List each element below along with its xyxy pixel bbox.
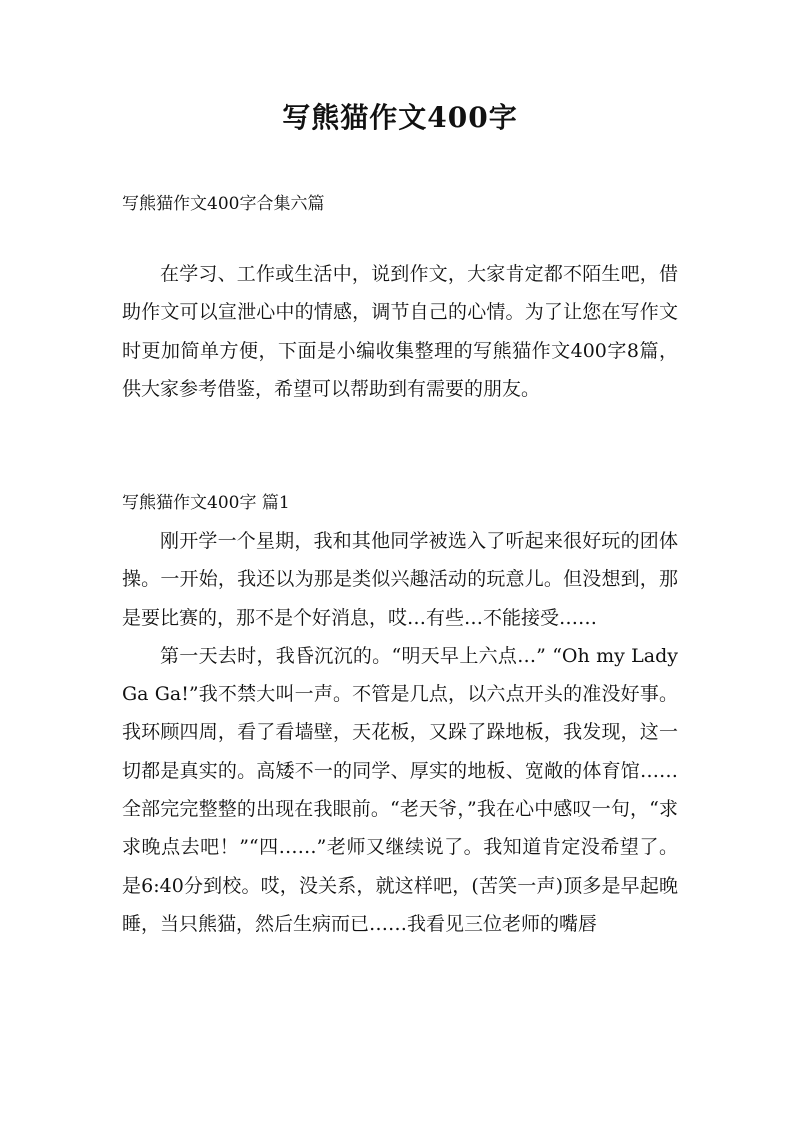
document-subtitle: 写熊猫作文400字合集六篇 xyxy=(122,194,325,214)
document-title: 写熊猫作文400字 xyxy=(282,101,518,134)
essay-paragraph-1: 刚开学一个星期，我和其他同学被选入了听起来很好玩的团体操。一开始，我还以为那是类似兴趣活动的玩意儿。但没想到，那是要比赛的，那不是个好消息，哎…有些…不能接受…… xyxy=(122,530,678,629)
essay-heading: 写熊猫作文400字 篇1 xyxy=(122,493,290,513)
intro-section xyxy=(122,255,678,408)
essay-body xyxy=(122,522,678,943)
intro-paragraph: 在学习、工作或生活中，说到作文，大家肯定都不陌生吧，借助作文可以宣泄心中的情感，调节自己的心情。为了让您在写作文时更加简单方便，下面是小编收集整理的写熊猫作文400字8篇，供大家参考借鉴，希望可以帮助到有需要的朋友。 xyxy=(122,263,678,400)
essay-paragraph-2: 第一天去时，我昏沉沉的。“明天早上六点…” “Oh my Lady Ga Ga!”我不禁大叫一声。不管是几点，以六点开头的准没好事。我环顾四周，看了看墙壁，天花板，又跺了跺地板，我发现，这一切都是真实的。高矮不一的同学、厚实的地板、宽敞的体育馆……全部完完整整的出现在我眼前。“老天爷，”我在心中感叹一句，“求求晚点去吧！”“四……”老师又继续说了。我知道肯定没希望了。是6:40分到校。哎，没关系，就这样吧，(苦笑一声)顶多是早起晚睡，当只熊猫，然后生病而已……我看见三位老师的嘴唇 xyxy=(122,644,678,935)
